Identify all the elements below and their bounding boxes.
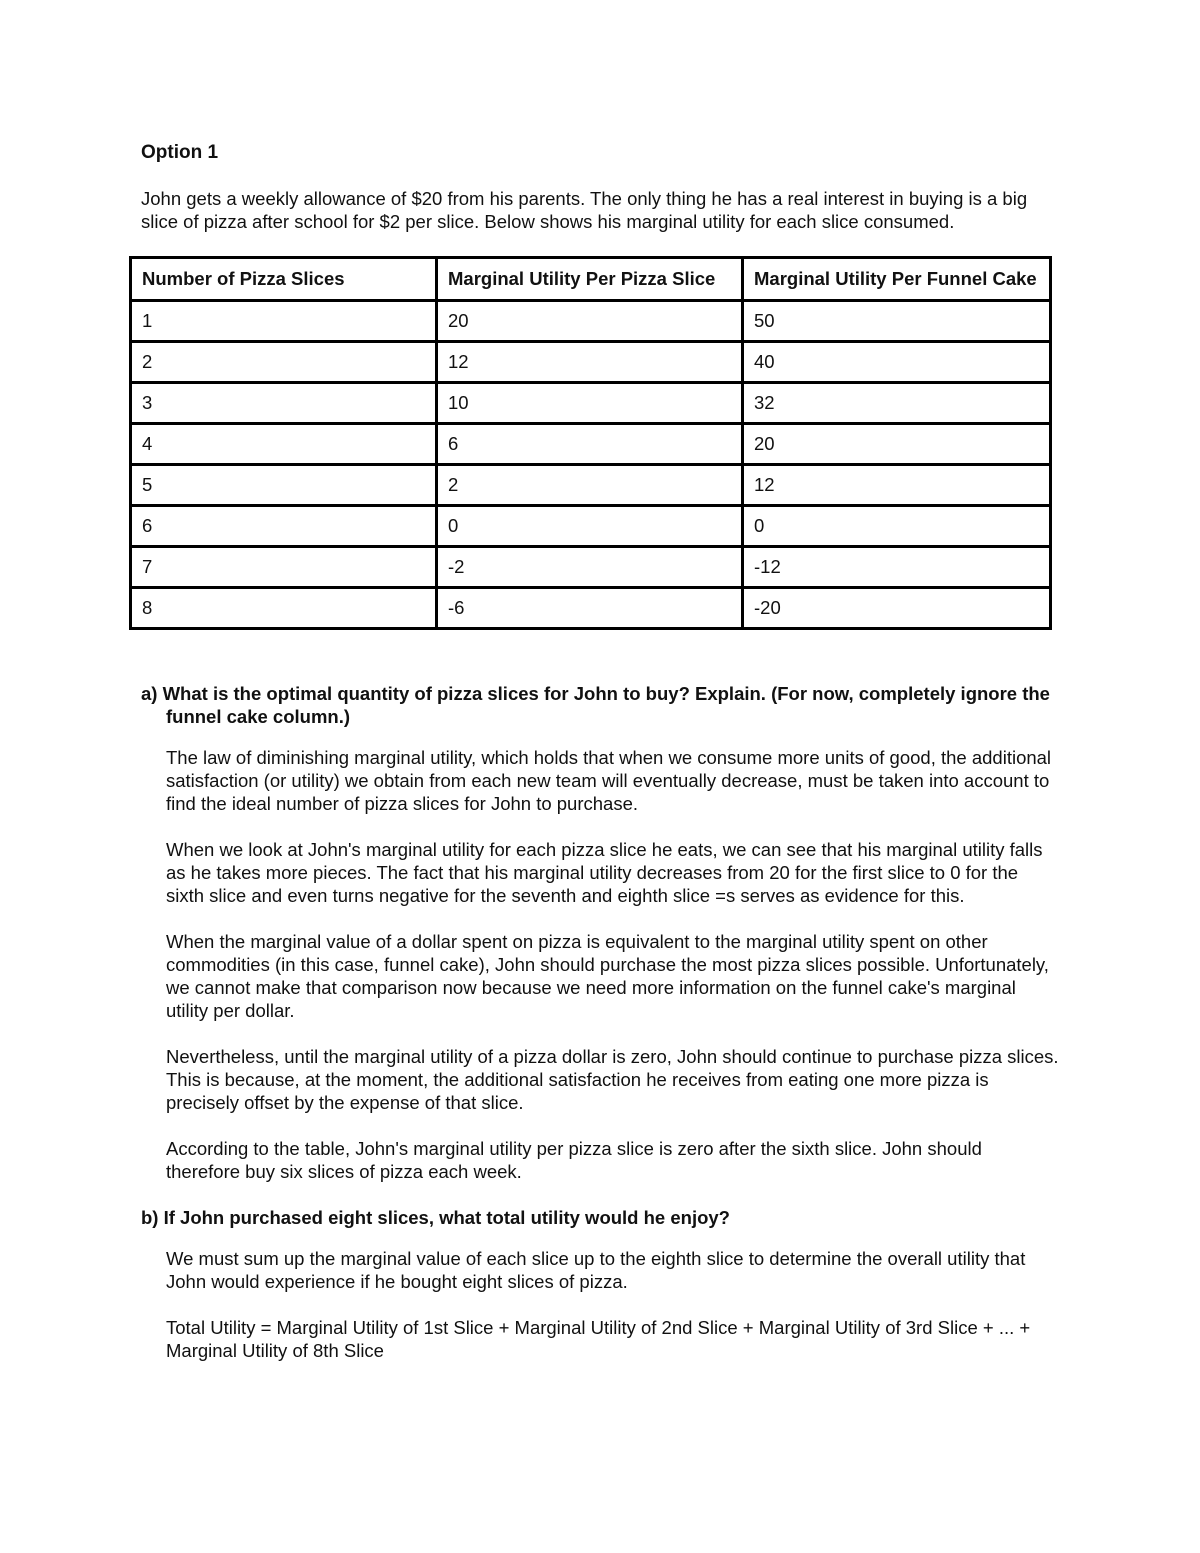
table-row	[131, 301, 1051, 342]
table-cell: 1	[131, 301, 437, 342]
table-cell: 32	[743, 383, 1051, 424]
table-row	[131, 547, 1051, 588]
question-a: a) What is the optimal quantity of pizza slices for John to buy? Explain. (For now, completely ignore the funnel cake column.)	[141, 683, 1050, 727]
intro-text: John gets a weekly allowance of $20 from his parents. The only thing he has a real interest in buying is a big slice of pizza after school for $2 per slice. Below shows his marginal utility for each slice consumed.	[141, 188, 1028, 232]
answer-b-paragraph: Total Utility = Marginal Utility of 1st Slice + Marginal Utility of 2nd Slice + Marginal Utility of 3rd Slice + ... + Marginal Utility of 8th Slice	[166, 1317, 1031, 1361]
table-cell: 0	[743, 506, 1051, 547]
answer-a-paragraph: When the marginal value of a dollar spent on pizza is equivalent to the marginal utility spent on other commodities (in this case, funnel cake), John should purchase the most pizza slices possible. Unfortunately, we cannot make that comparison now because we need more information on the funnel cake's marginal utility per dollar.	[166, 931, 1049, 1021]
table-cell: -12	[743, 547, 1051, 588]
answer-b-paragraph: We must sum up the marginal value of each slice up to the eighth slice to determine the overall utility that John would experience if he bought eight slices of pizza.	[166, 1248, 1026, 1292]
table-row	[131, 383, 1051, 424]
table-cell: 6	[437, 424, 743, 465]
table-header-cell: Number of Pizza Slices	[131, 258, 437, 301]
table-cell: 8	[131, 588, 437, 629]
table-cell: -2	[437, 547, 743, 588]
table-cell: 40	[743, 342, 1051, 383]
table-cell: 4	[131, 424, 437, 465]
table-row	[131, 342, 1051, 383]
intro-paragraph	[141, 187, 1061, 233]
table-cell: 7	[131, 547, 437, 588]
answer-a-paragraph: The law of diminishing marginal utility, which holds that when we consume more units of good, the additional satisfaction (or utility) we obtain from each new team will eventually decrease, must be taken into account to find the ideal number of pizza slices for John to purchase.	[166, 747, 1052, 814]
answer-a-paragraph: Nevertheless, until the marginal utility of a pizza dollar is zero, John should continue to purchase pizza slices. This is because, at the moment, the additional satisfaction he receives from eating one more pizza is precisely offset by the expense of that slice.	[166, 1046, 1059, 1113]
table-cell: 10	[437, 383, 743, 424]
table-cell: 6	[131, 506, 437, 547]
table-cell: -6	[437, 588, 743, 629]
table-row	[131, 588, 1051, 629]
table-cell: 0	[437, 506, 743, 547]
table-header-cell: Marginal Utility Per Pizza Slice	[437, 258, 743, 301]
table-cell: 20	[437, 301, 743, 342]
table-cell: 12	[437, 342, 743, 383]
table-cell: 2	[437, 465, 743, 506]
section-heading: Option 1	[141, 142, 219, 163]
question-b: b) If John purchased eight slices, what total utility would he enjoy?	[141, 1207, 730, 1228]
table-row	[131, 424, 1051, 465]
table-cell: 20	[743, 424, 1051, 465]
table-row	[131, 506, 1051, 547]
answer-a-paragraph: According to the table, John's marginal utility per pizza slice is zero after the sixth slice. John should therefore buy six slices of pizza each week.	[166, 1138, 982, 1182]
table-cell: 5	[131, 465, 437, 506]
table-cell: 2	[131, 342, 437, 383]
table-header-row	[131, 258, 1051, 301]
table-header-cell: Marginal Utility Per Funnel Cake	[743, 258, 1051, 301]
answer-a-paragraph: When we look at John's marginal utility for each pizza slice he eats, we can see that his marginal utility falls as he takes more pieces. The fact that his marginal utility decreases from 20 for the first slice to 0 for the sixth slice and even turns negative for the seventh and eighth slice =s serves as evidence for this.	[166, 839, 1043, 906]
table-cell: 3	[131, 383, 437, 424]
table-cell: 50	[743, 301, 1051, 342]
table-cell: 12	[743, 465, 1051, 506]
utility-table	[129, 256, 1052, 630]
table-row	[131, 465, 1051, 506]
table-cell: -20	[743, 588, 1051, 629]
answers-section	[141, 682, 1061, 1362]
